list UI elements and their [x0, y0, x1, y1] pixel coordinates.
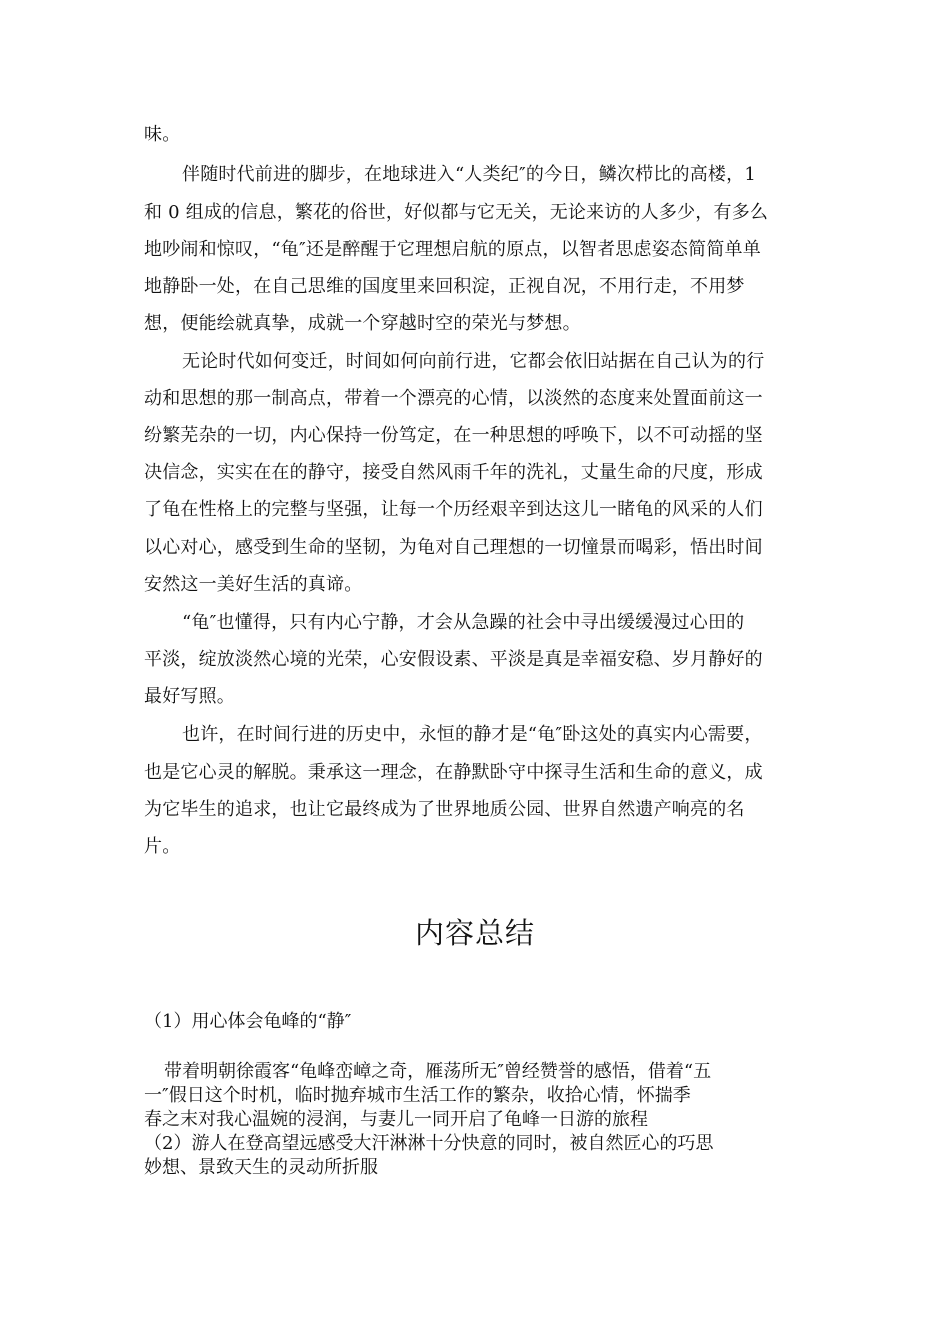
paragraph-line: 无论时代如何变迁，时间如何向前行进，它都会依旧站据在自己认为的行 [182, 351, 765, 372]
summary-heading: 内容总结 [414, 916, 535, 950]
paragraph-line: 为它毕生的追求，也让它最终成为了世界地质公园、世界自然遗产响亮的名 [144, 799, 745, 820]
paragraph-line: 也是它心灵的解脱。秉承这一理念，在静默卧守中探寻生活和生命的意义，成 [144, 762, 763, 783]
paragraph-line: 纷繁芜杂的一切，内心保持一份笃定，在一种思想的呼唤下，以不可动摇的坚 [144, 425, 763, 446]
paragraph-line: 以心对心，感受到生命的坚韧，为龟对自己理想的一切憧景而喝彩，悟出时间 [144, 537, 763, 558]
paragraph-line: 片。 [144, 836, 181, 857]
paragraph-line: 地吵闹和惊叹，“龟″还是醉醒于它理想启航的原点，以智者思虑姿态简简单单 [144, 239, 761, 260]
paragraph-line: 想，便能绘就真挚，成就一个穿越时空的荣光与梦想。 [144, 313, 581, 334]
paragraph-line: 动和思想的那一制高点，带着一个漂亮的心情，以淡然的态度来处置面前这一 [144, 388, 763, 409]
paragraph-line: 地静卧一处，在自己思维的国度里来回积淀，正视自况，不用行走，不用梦 [144, 276, 745, 297]
paragraph-line: 最好写照。 [144, 686, 235, 707]
paragraph-line: 了龟在性格上的完整与坚强，让每一个历经艰辛到达这儿一睹龟的风采的人们 [144, 499, 763, 520]
paragraph-line: “龟″也懂得，只有内心宁静，才会从急躁的社会中寻出缓缓漫过心田的 [182, 612, 745, 633]
summary-line: 妙想、景致天生的灵动所折服 [144, 1157, 378, 1178]
paragraph-line: 决信念，实实在在的静守，接受自然风雨千年的洗礼，丈量生命的尺度，形成 [144, 462, 763, 483]
paragraph-line: 也许，在时间行进的历史中，永恒的静才是“龟″卧这处的真实内心需要， [182, 724, 763, 745]
summary-line: （1）用心体会龟峰的“静″ [144, 1011, 352, 1032]
paragraph-line: 伴随时代前进的脚步，在地球进入“人类纪″的今日，鳞次栉比的高楼，1 [182, 164, 756, 185]
summary-line: 春之末对我心温婉的浸润，与妻儿一同开启了龟峰一日游的旅程 [144, 1109, 648, 1130]
paragraph-line: 味。 [144, 124, 181, 145]
paragraph-line: 平淡，绽放淡然心境的光荣，心安假设素、平淡是真是幸福安稳、岁月静好的 [144, 649, 763, 670]
paragraph-line: 安然这一美好生活的真谛。 [144, 574, 363, 595]
summary-line: 一″假日这个时机，临时抛弃城市生活工作的繁杂，收拾心情，怀揣季 [144, 1085, 691, 1106]
paragraph-line: 和 0 组成的信息，繁花的俗世，好似都与它无关，无论来访的人多少，有多么 [144, 202, 769, 223]
summary-line: （2）游人在登高望远感受大汗淋淋十分快意的同时，被自然匠心的巧思 [144, 1133, 714, 1154]
summary-line: 带着明朝徐霞客“龟峰峦嶂之奇，雁荡所无″曾经赞誉的感悟，借着“五 [164, 1061, 712, 1082]
